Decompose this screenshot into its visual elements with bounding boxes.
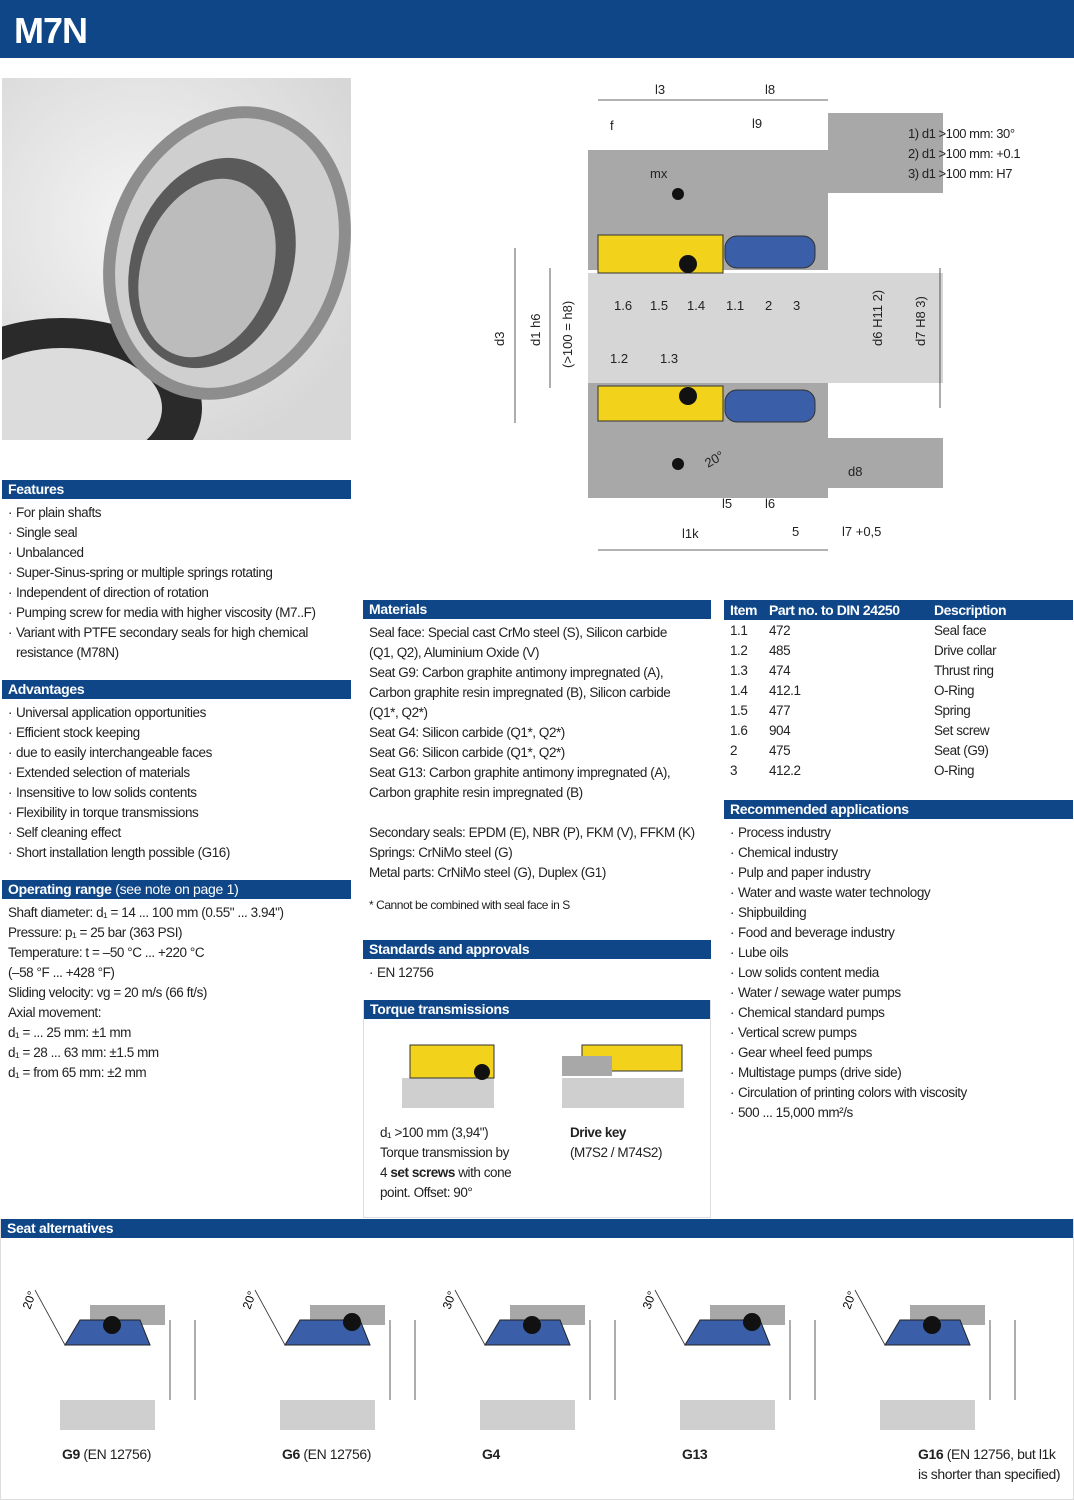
application-item: · Water / sewage water pumps (730, 983, 1073, 1003)
description-cell: Set screw (934, 722, 990, 738)
header-bar (0, 0, 1074, 58)
part-no-cell: 475 (769, 742, 791, 758)
seat-name: G4 (482, 1446, 500, 1462)
feature-item: · Pumping screw for media with higher viscosity (M7..F) (8, 603, 351, 623)
seat-name: G9 (62, 1446, 80, 1462)
svg-text:1.2: 1.2 (610, 351, 629, 366)
table-row (724, 720, 1073, 740)
torque-left-line: 4 (380, 1165, 391, 1180)
operating-line: Temperature: t = –50 °C ... +220 °C (8, 945, 205, 960)
torque-heading: Torque transmissions (364, 1000, 710, 1019)
advantage-item: · due to easily interchangeable faces (8, 743, 351, 763)
operating-line: Axial movement: (8, 1005, 102, 1020)
application-item: · Water and waste water technology (730, 883, 1073, 903)
seat-angle: 20° (240, 1289, 260, 1312)
svg-text:2: 2 (765, 298, 773, 313)
description-cell: Thrust ring (934, 662, 994, 678)
application-item: · Low solids content media (730, 963, 1073, 983)
application-item: · Multistage pumps (drive side) (730, 1063, 1073, 1083)
application-item: · Gear wheel feed pumps (730, 1043, 1073, 1063)
application-item: · 500 ... 15,000 mm²/s (730, 1103, 1073, 1123)
materials-line: Carbon graphite resin impregnated (B) (369, 785, 583, 800)
standards-section (363, 940, 711, 983)
application-item: · Food and beverage industry (730, 923, 1073, 943)
header-item: Item (730, 602, 757, 618)
advantage-item: · Extended selection of materials (8, 763, 351, 783)
feature-item: · Unbalanced (8, 543, 351, 563)
advantage-item: · Short installation length possible (G16) (8, 843, 351, 863)
svg-text:l9: l9 (752, 116, 763, 131)
advantage-item: · Flexibility in torque transmissions (8, 803, 351, 823)
svg-text:l3: l3 (655, 82, 666, 97)
footnote-2: 2) d1 >100 mm: +0.1 (908, 146, 1021, 161)
svg-text:d1 h6: d1 h6 (528, 313, 543, 346)
item-cell: 1.4 (730, 682, 748, 698)
torque-left-bold: set screws (390, 1165, 455, 1180)
operating-line: (–58 °F ... +428 °F) (8, 965, 115, 980)
part-no-cell: 412.2 (769, 762, 801, 778)
operating-line: Shaft diameter: d₁ = 14 ... 100 mm (0.55" ... 3.94") (8, 905, 284, 920)
svg-text:3: 3 (793, 298, 801, 313)
footnote-3: 3) d1 >100 mm: H7 (908, 166, 1012, 181)
seat-angle: 20° (840, 1289, 860, 1312)
item-cell: 1.5 (730, 702, 748, 718)
drawing-footnotes (902, 124, 1020, 184)
application-item: · Lube oils (730, 943, 1073, 963)
advantage-item: · Insensitive to low solids contents (8, 783, 351, 803)
application-item: · Process industry (730, 823, 1073, 843)
header-part-no: Part no. to DIN 24250 (769, 602, 900, 618)
seat-name: G6 (282, 1446, 300, 1462)
operating-line: d₁ = 28 ... 63 mm: ±1.5 mm (8, 1045, 159, 1060)
applications-heading: Recommended applications (724, 800, 1073, 819)
operating-line: d₁ = ... 25 mm: ±1 mm (8, 1025, 131, 1040)
materials-line: Seat G4: Silicon carbide (Q1*, Q2*) (369, 725, 565, 740)
feature-item: · Independent of direction of rotation (8, 583, 351, 603)
table-row (724, 740, 1073, 760)
drive-key-subtitle: (M7S2 / M74S2) (570, 1145, 662, 1160)
application-item: · Chemical industry (730, 843, 1073, 863)
materials-line: Seat G9: Carbon graphite antimony impregnated (A), (369, 665, 664, 680)
operating-line: Pressure: p₁ = 25 bar (363 PSI) (8, 925, 183, 940)
set-screw-drawing (402, 1040, 502, 1110)
operating-line: Sliding velocity: vg = 20 m/s (66 ft/s) (8, 985, 207, 1000)
seat-drawing-G16 (840, 1250, 1040, 1440)
advantage-item: · Self cleaning effect (8, 823, 351, 843)
table-row (724, 640, 1073, 660)
seat-name: G16 (918, 1446, 944, 1462)
part-no-cell: 904 (769, 722, 791, 738)
drive-key-drawing (562, 1040, 687, 1110)
item-cell: 1.2 (730, 642, 748, 658)
seat-drawing-G6 (240, 1250, 440, 1440)
svg-text:20°: 20° (702, 447, 727, 471)
materials-line: (Q1*, Q2*) (369, 705, 428, 720)
description-cell: Spring (934, 702, 971, 718)
seat-alternatives-heading: Seat alternatives (1, 1219, 1073, 1238)
part-no-cell: 412.1 (769, 682, 801, 698)
item-cell: 2 (730, 742, 738, 758)
table-row (724, 620, 1073, 640)
part-no-cell: 474 (769, 662, 791, 678)
materials-line (369, 803, 711, 823)
advantage-item: · Efficient stock keeping (8, 723, 351, 743)
seat-angle: 20° (20, 1289, 40, 1312)
seat-caption (62, 1444, 151, 1464)
application-item: · Vertical screw pumps (730, 1023, 1073, 1043)
seat-angle: 30° (440, 1289, 460, 1312)
application-item: · Chemical standard pumps (730, 1003, 1073, 1023)
materials-heading: Materials (363, 600, 711, 619)
feature-item: · Super-Sinus-spring or multiple springs rotating (8, 563, 351, 583)
page-title: M7N (14, 10, 88, 51)
description-cell: Drive collar (934, 642, 997, 658)
seat-name: G13 (682, 1446, 708, 1462)
advantages-section (2, 680, 351, 863)
part-no-cell: 477 (769, 702, 791, 718)
description-cell: Seat (G9) (934, 742, 989, 758)
description-cell: Seal face (934, 622, 987, 638)
footnote-1: 1) d1 >100 mm: 30° (908, 126, 1015, 141)
svg-text:l5: l5 (722, 496, 733, 511)
drive-key-text (570, 1123, 662, 1163)
svg-text:(>100 = h8): (>100 = h8) (560, 300, 575, 368)
svg-text:1.1: 1.1 (726, 298, 745, 313)
item-cell: 1.3 (730, 662, 748, 678)
svg-text:mx: mx (650, 166, 668, 181)
part-no-cell: 485 (769, 642, 791, 658)
svg-text:l1k: l1k (682, 526, 699, 541)
description-cell: O-Ring (934, 682, 975, 698)
svg-text:5: 5 (792, 524, 800, 539)
application-item: · Circulation of printing colors with viscosity (730, 1083, 1073, 1103)
seal-photo-image (2, 78, 351, 440)
svg-text:1.3: 1.3 (660, 351, 679, 366)
table-row (724, 760, 1073, 780)
seat-caption (918, 1444, 1060, 1484)
feature-item: · Variant with PTFE secondary seals for high chemical resistance (M78N) (8, 623, 351, 663)
operating-range-section (2, 880, 351, 1083)
torque-left-line: Torque transmission by (380, 1145, 509, 1160)
materials-section (363, 600, 711, 915)
torque-left-line: with cone (454, 1165, 512, 1180)
advantages-heading: Advantages (2, 680, 351, 699)
seat-angle: 30° (640, 1289, 660, 1312)
item-cell: 1.6 (730, 722, 748, 738)
table-row (724, 680, 1073, 700)
seat-drawing-G4 (440, 1250, 640, 1440)
standard-item: · EN 12756 (369, 963, 711, 983)
torque-left-line: point. Offset: 90° (380, 1185, 473, 1200)
seat-caption (682, 1444, 707, 1464)
drive-key-title: Drive key (570, 1125, 626, 1140)
operating-note: (see note on page 1) (115, 881, 239, 897)
materials-line: Springs: CrNiMo steel (G) (369, 845, 513, 860)
svg-text:1.4: 1.4 (687, 298, 706, 313)
materials-line: Seal face: Special cast CrMo steel (S), Silicon carbide (369, 625, 667, 640)
table-row (724, 700, 1073, 720)
materials-line: Carbon graphite resin impregnated (B), Silicon carbide (369, 685, 671, 700)
svg-text:d7 H8 3): d7 H8 3) (913, 296, 928, 346)
seat-drawing-G13 (640, 1250, 840, 1440)
svg-text:l7 +0,5: l7 +0,5 (842, 524, 882, 539)
standards-heading: Standards and approvals (363, 940, 711, 959)
seat-caption (282, 1444, 371, 1464)
materials-line: Secondary seals: EPDM (E), NBR (P), FKM (V), FFKM (K) (369, 825, 695, 840)
svg-text:1.5: 1.5 (650, 298, 669, 313)
materials-line: Seat G13: Carbon graphite antimony impregnated (A), (369, 765, 671, 780)
seat-detail: (EN 12756, but l1k (943, 1446, 1056, 1462)
description-cell: O-Ring (934, 762, 975, 778)
seat-detail: (EN 12756) (299, 1446, 371, 1462)
advantage-item: · Universal application opportunities (8, 703, 351, 723)
application-item: · Pulp and paper industry (730, 863, 1073, 883)
svg-text:d3: d3 (492, 331, 507, 346)
operating-line: d₁ = from 65 mm: ±2 mm (8, 1065, 147, 1080)
features-section (2, 480, 351, 663)
applications-section (724, 800, 1073, 1123)
feature-item: · For plain shafts (8, 503, 351, 523)
operating-title: Operating range (8, 881, 112, 897)
table-row (724, 660, 1073, 680)
svg-text:d8: d8 (848, 464, 863, 479)
torque-left-line: d₁ >100 mm (3,94") (380, 1125, 489, 1140)
operating-range-heading (2, 880, 351, 899)
features-heading: Features (2, 480, 351, 499)
svg-text:f: f (610, 118, 614, 133)
parts-table (724, 600, 1073, 780)
product-photo (2, 78, 351, 440)
part-no-cell: 472 (769, 622, 791, 638)
seat-drawing-G9 (20, 1250, 220, 1440)
seat-detail: (EN 12756) (79, 1446, 151, 1462)
svg-text:l6: l6 (765, 496, 776, 511)
materials-line: (Q1, Q2), Aluminium Oxide (V) (369, 645, 539, 660)
seat-caption (482, 1444, 500, 1464)
application-item: · Shipbuilding (730, 903, 1073, 923)
svg-text:l8: l8 (765, 82, 776, 97)
torque-section (363, 1000, 711, 1218)
header-description: Description (934, 602, 1007, 618)
feature-item: · Single seal (8, 523, 351, 543)
materials-line: Seat G6: Silicon carbide (Q1*, Q2*) (369, 745, 565, 760)
item-cell: 3 (730, 762, 738, 778)
svg-text:d6 H11 2): d6 H11 2) (870, 289, 885, 346)
svg-text:1.6: 1.6 (614, 298, 633, 313)
set-screw-text (380, 1123, 550, 1203)
seat-detail-line2: is shorter than specified) (918, 1466, 1061, 1482)
materials-note: * Cannot be combined with seal face in S (369, 898, 570, 912)
parts-table-section (724, 600, 1073, 780)
item-cell: 1.1 (730, 622, 748, 638)
materials-line: Metal parts: CrNiMo steel (G), Duplex (G1) (369, 865, 606, 880)
